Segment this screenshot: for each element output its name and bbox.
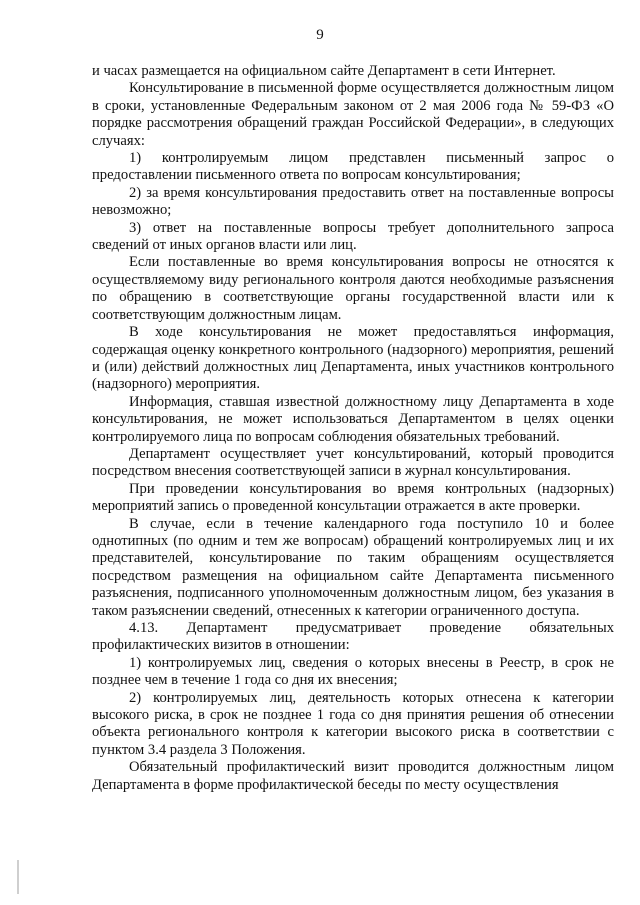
paragraph: Информация, ставшая известной должностному лицу Департамента в ходе консультирования, не может использоваться Департаментом в целях оценки контролируемого лица по вопросам соблюдения обязательных требований.	[92, 393, 614, 445]
paragraph: Обязательный профилактический визит проводится должностным лицом Департамента в форме профилактической беседы по месту осуществления	[92, 759, 614, 793]
list-item: 2) за время консультирования предоставить ответ на поставленные вопросы невозможно;	[92, 184, 614, 219]
paragraph: В случае, если в течение календарного года поступило 10 и более однотипных (по одним и тем же вопросам) обращений контролируемых лиц и их представителей, консультирование по таким обращениям осуществляется посредством размещения на официальном сайте Департамента письменного разъяснения, подписанного уполномоченным должностным лицом, без указания в таком разъяснении сведений, отнесенных к категории ограниченного доступа.	[92, 515, 614, 619]
paragraph: В ходе консультирования не может предоставляться информация, содержащая оценку конкретного контрольного (надзорного) мероприятия, решений и (или) действий должностных лиц Департамента, иных участников контрольного (надзорного) мероприятия.	[92, 324, 614, 393]
paragraph: Если поставленные во время консультирования вопросы не относятся к осуществляемому виду регионального контроля даются необходимые разъяснения по обращению в соответствующие органы государственной власти или к соответствующим должностным лицам.	[92, 254, 614, 323]
document-body	[92, 63, 614, 794]
list-item: 1) контролируемым лицом представлен письменный запрос о предоставлении письменного ответа по вопросам консультирования;	[92, 150, 614, 184]
paragraph: Консультирование в письменной форме осуществляется должностным лицом в сроки, установленные Федеральным законом от 2 мая 2006 года № 59-ФЗ «О порядке рассмотрения обращений граждан Российской Федерации», в следующих случаях:	[92, 80, 614, 149]
section-paragraph: 4.13. Департамент предусматривает проведение обязательных профилактических визитов в отношении:	[92, 620, 614, 654]
list-item: 1) контролируемых лиц, сведения о которых внесены в Реестр, в срок не позднее чем в течение 1 года со дня их внесения;	[92, 654, 614, 689]
paragraph: При проведении консультирования во время контрольных (надзорных) мероприятий запись о проведенной консультации отражается в акте проверки.	[92, 480, 614, 515]
scan-margin-mark	[17, 860, 19, 894]
page-number: 9	[316, 27, 324, 43]
paragraph: и часах размещается на официальном сайте Департамент в сети Интернет.	[92, 63, 556, 79]
list-item: 3) ответ на поставленные вопросы требует дополнительного запроса сведений от иных органов власти или лиц.	[92, 219, 614, 254]
paragraph: Департамент осуществляет учет консультирований, который проводится посредством внесения соответствующей записи в журнал консультирования.	[92, 445, 614, 480]
list-item: 2) контролируемых лиц, деятельность которых отнесена к категории высокого риска, в срок не позднее 1 года со дня принятия решения об отнесении объекта регионального контроля к категории высокого риска в соответствии с пунктом 3.4 раздела 3 Положения.	[92, 689, 614, 758]
